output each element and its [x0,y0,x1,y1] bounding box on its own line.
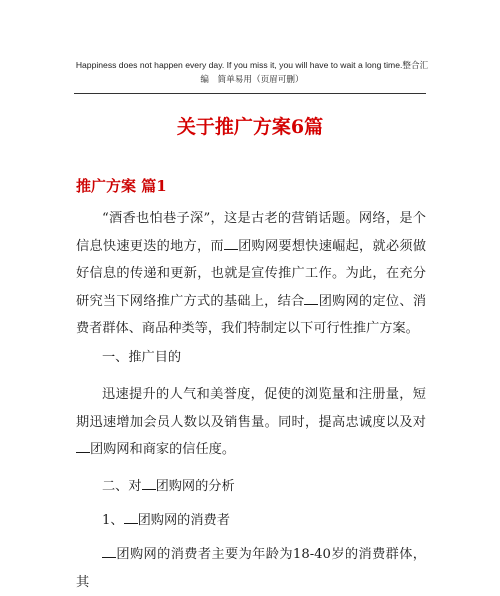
consumers-text: 团购网的消费者主要为年龄为18-40岁的消费群体，其 [76,547,426,590]
header-english-text: Happiness does not happen every day. If you miss it, you will have to wait a long time. [75,60,403,70]
page-header [74,58,430,87]
blank-underline [224,238,238,250]
document-title: 关于推广方案6篇 [176,116,324,138]
header-chinese-text: 整合汇编 简单易用（页眉可删） [200,61,429,85]
analysis-heading-prefix: 二、对 [102,479,142,494]
intro-text-part-1: “酒香也怕巷子深”，这是古老的营销话题。网络，是个信息快速更迭的地方，而 [76,211,426,254]
header-divider [74,93,426,94]
purpose-text: 迅速提升的人气和美誉度，促使的浏览量和注册量，短期迅速增加会员人数以及销售量。同时，提高忠诚度以及对 [76,387,426,430]
paragraph-intro [76,205,426,343]
section-heading: 推广方案 篇1 [76,177,167,195]
analysis-heading-suffix: 团购网的分析 [155,479,235,494]
item-consumers-heading [76,507,426,535]
blank-underline [124,512,138,524]
purpose-text-end: 团购网和商家的信任度。 [90,442,236,458]
paragraph-purpose [76,381,426,464]
blank-underline [102,546,116,558]
blank-underline [304,293,318,305]
blank-underline [76,441,90,453]
consumers-heading-suffix: 团购网的消费者 [137,513,230,528]
item-purpose-heading: 一、推广目的 [102,350,182,365]
consumers-heading-prefix: 1、 [102,513,124,528]
blank-underline [142,478,156,490]
intro-text-part-3: 团购网的定位、消费者群体、商品种类等，我们特制定以下可行性推广方案。 [76,293,427,337]
item-analysis-heading [76,473,426,501]
intro-text-part-2: 团购网要想快速崛起，就必须做好信息的传递和更新，也就是宣传推广工作。为此，在充分研究当下网络推广方式的基础上，结合 [76,238,427,309]
paragraph-consumers [76,541,426,596]
